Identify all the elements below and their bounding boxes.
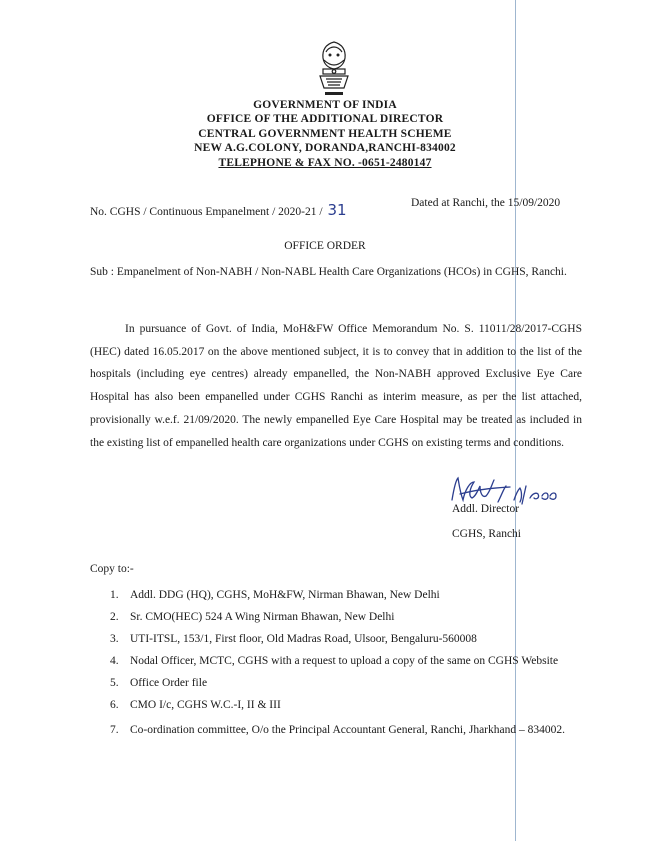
copy-to-heading: Copy to:-: [90, 563, 134, 575]
signatory-office: CGHS, Ranchi: [452, 528, 521, 540]
reference-text: No. CGHS / Continuous Empanelment / 2020-21 /: [90, 206, 323, 218]
list-item: 4. Nodal Officer, MCTC, CGHS with a request to upload a copy of the same on CGHS Website: [110, 655, 559, 667]
subject-line: Sub : Empanelment of Non-NABH / Non-NABL Health Care Organizations (HCOs) in CGHS, Ranchi.: [90, 266, 567, 278]
order-body: In pursuance of Govt. of India, MoH&FW Office Memorandum No. S. 11011/28/2017-CGHS (HEC) dated 16.05.2017 on the above mentioned subject, it is to convey that in addition to the list of the hospitals (including eye centres) already empanelled, the Non-NABH approved Exclusive Eye Care Hospital has also been empanelled under CGHS Ranchi as interim measure, as per the list attached, provisionally w.e.f. 21/09/2020. The newly empanelled Eye Care Hospital may be treated as included in the existing list of empanelled health care organizations under CGHS on existing terms and conditions.: [90, 323, 582, 449]
header-office: OFFICE OF THE ADDITIONAL DIRECTOR: [206, 113, 444, 125]
copy-to-list: [110, 585, 585, 744]
signatory-designation: Addl. Director: [452, 503, 520, 515]
header-telephone: TELEPHONE & FAX NO. -0651-2480147: [218, 157, 432, 169]
order-title: OFFICE ORDER: [284, 240, 366, 252]
list-item: 2. Sr. CMO(HEC) 524 A Wing Nirman Bhawan, New Delhi: [110, 611, 395, 623]
list-item: 6. CMO I/c, CGHS W.C.-I, II & III: [110, 699, 281, 711]
reference-number: [90, 201, 347, 219]
header-govt: GOVERNMENT OF INDIA: [253, 99, 397, 111]
national-emblem-icon: [310, 38, 358, 100]
list-item: 3. UTI-ITSL, 153/1, First floor, Old Madras Road, Ulsoor, Bengaluru-560008: [110, 633, 477, 645]
handwritten-ref-number: 31: [327, 201, 347, 219]
header-scheme: CENTRAL GOVERNMENT HEALTH SCHEME: [198, 128, 452, 140]
list-item: 1. Addl. DDG (HQ), CGHS, MoH&FW, Nirman Bhawan, New Delhi: [110, 589, 440, 601]
header-address: NEW A.G.COLONY, DORANDA,RANCHI-834002: [194, 142, 456, 154]
list-item: 5. Office Order file: [110, 677, 208, 689]
list-item: 7. Co-ordination committee, O/o the Principal Accountant General, Ranchi, Jharkhand – 834002.: [110, 724, 565, 736]
dated-line: Dated at Ranchi, the 15/09/2020: [411, 197, 561, 209]
